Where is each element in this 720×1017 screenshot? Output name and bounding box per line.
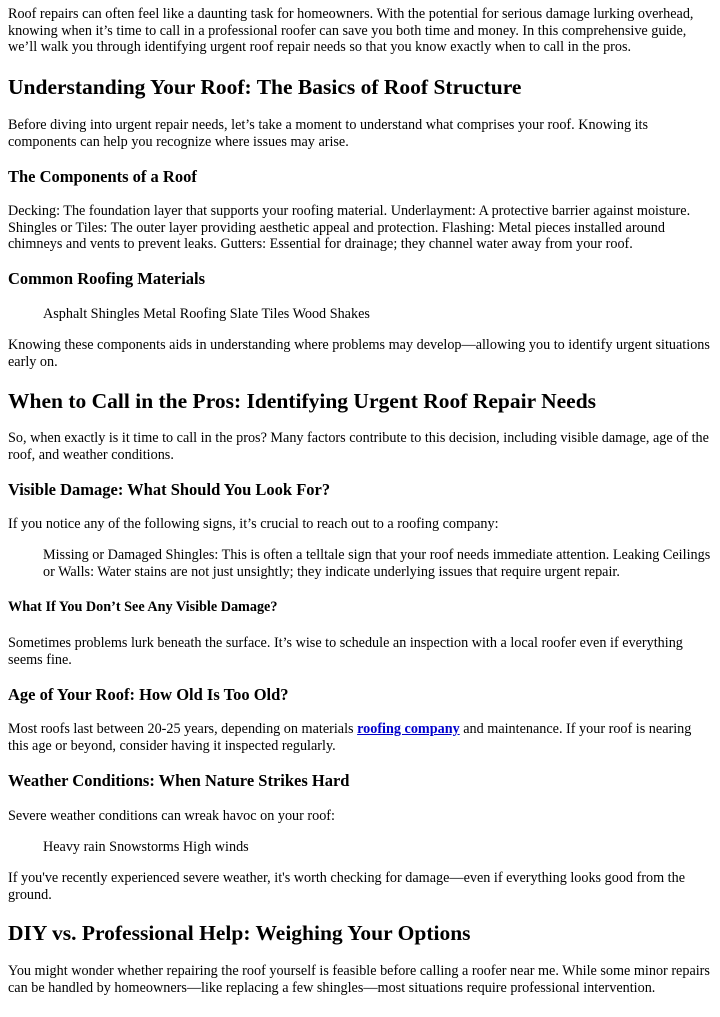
weather-after-paragraph: If you've recently experienced severe weather, it's worth checking for damage—even if everything looks good from the ground. (8, 870, 686, 903)
roof-components-text: Decking: The foundation layer that supports your roofing material. Underlayment: A protective barrier against moisture. Shingles or Tiles: The outer layer providing aesthetic appeal and protection. Flashing: Metal pieces installed around chimneys and vents to prevent leaks. Gutters: Essential for drainage; they channel water away from your roof. (8, 203, 691, 252)
roof-basics-paragraph: Before diving into urgent repair needs, let’s take a moment to understand what comprises your roof. Knowing its components can help you recognize where issues may arise. (8, 117, 649, 150)
subheading-no-visible-damage: What If You Don’t See Any Visible Damage? (8, 599, 278, 615)
call-pros-paragraph: So, when exactly is it time to call in the pros? Many factors contribute to this decision, including visible damage, age of the roof, and weather conditions. (8, 430, 709, 463)
weather-paragraph: Severe weather conditions can wreak havoc on your roof: (8, 808, 335, 824)
section-heading-call-pros: When to Call in the Pros: Identifying Urgent Roof Repair Needs (8, 389, 597, 413)
roofing-materials-paragraph: Knowing these components aids in understanding where problems may develop—allowing you to identify urgent situations early on. (8, 337, 710, 370)
subheading-visible-damage: Visible Damage: What Should You Look For? (8, 480, 331, 499)
section-heading-roof-basics: Understanding Your Roof: The Basics of Roof Structure (8, 75, 522, 99)
intro-paragraph: Roof repairs can often feel like a daunting task for homeowners. With the potential for serious damage lurking overhead, knowing when it’s time to call in a professional roofer can save you both time and money. In this comprehensive guide, we’ll walk you through identifying urgent roof repair needs so that you know exactly when to call in the pros. (8, 6, 694, 55)
visible-damage-list: Missing or Damaged Shingles: This is often a telltale sign that your roof needs immediate attention. Leaking Ceilings or Walls: Water stains are not just unsightly; they indicate underlying issues that require urgent repair. (43, 547, 711, 580)
roof-age-paragraph (8, 721, 714, 754)
roofing-materials-list: Asphalt Shingles Metal Roofing Slate Tiles Wood Shakes (43, 306, 370, 322)
visible-damage-paragraph: If you notice any of the following signs, it’s crucial to reach out to a roofing company: (8, 516, 499, 532)
section-heading-diy-vs-pro: DIY vs. Professional Help: Weighing Your Options (8, 921, 471, 945)
subheading-weather-conditions: Weather Conditions: When Nature Strikes Hard (8, 771, 350, 790)
roof-age-text-after: and maintenance. If your roof is nearing this age or beyond, consider having it inspected regularly. (8, 721, 692, 754)
roofing-company-link[interactable]: roofing company (357, 721, 460, 737)
weather-list: Heavy rain Snowstorms High winds (43, 839, 249, 855)
subheading-roof-age: Age of Your Roof: How Old Is Too Old? (8, 685, 289, 704)
roof-age-text-before: Most roofs last between 20-25 years, depending on materials (8, 721, 358, 737)
subheading-roof-components: The Components of a Roof (8, 167, 197, 186)
subheading-roofing-materials: Common Roofing Materials (8, 269, 206, 288)
diy-vs-pro-paragraph: You might wonder whether repairing the roof yourself is feasible before calling a roofer near me. While some minor repairs can be handled by homeowners—like replacing a few shingles—most situations require professional intervention. (8, 963, 710, 996)
no-visible-damage-paragraph: Sometimes problems lurk beneath the surface. It’s wise to schedule an inspection with a local roofer even if everything seems fine. (8, 635, 683, 668)
